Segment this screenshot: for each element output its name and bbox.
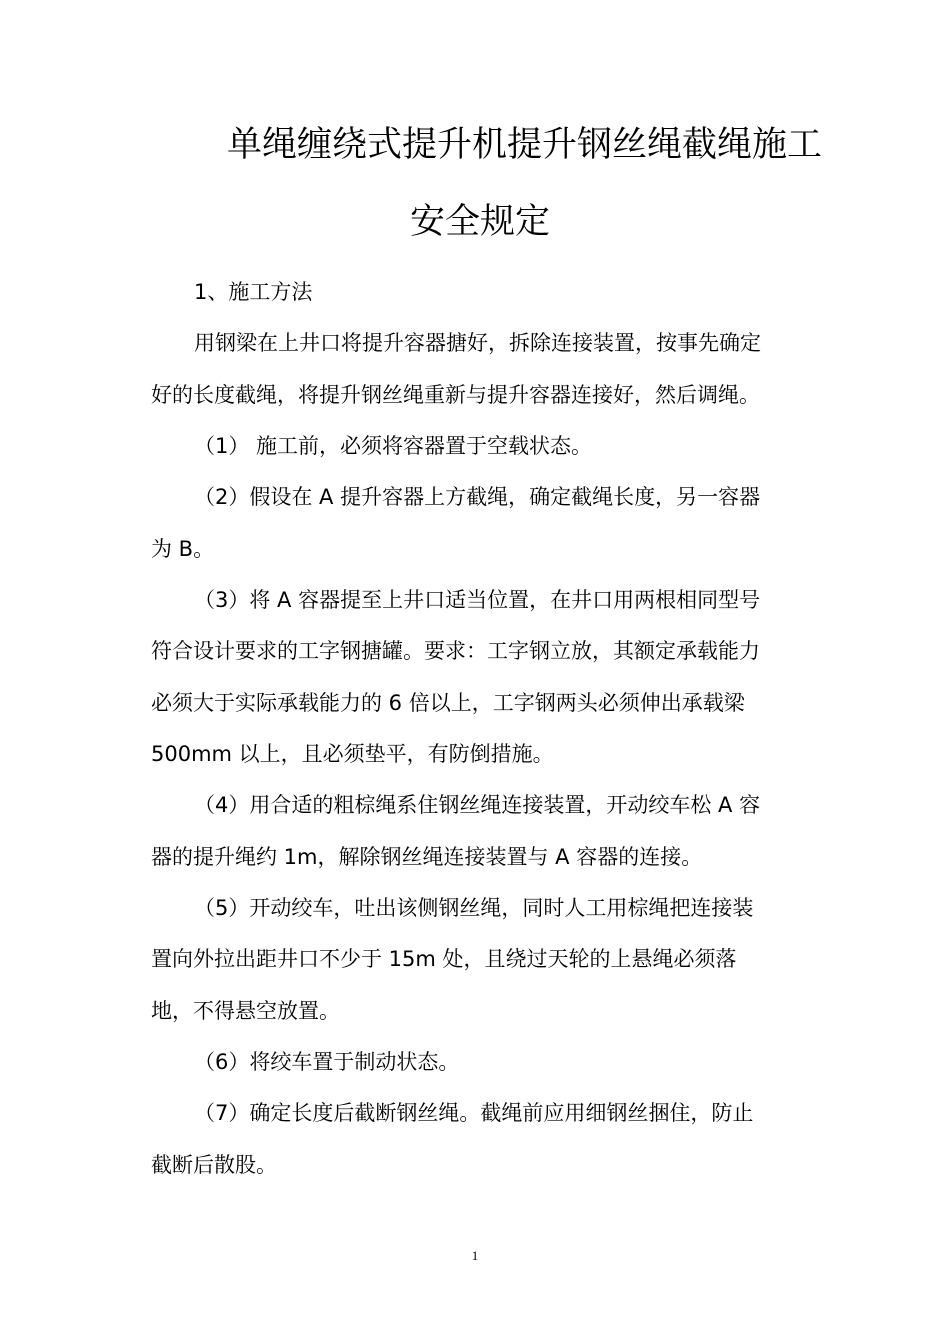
document-title-line-2: 安全规定 [410, 202, 551, 242]
paragraph-line: 用钢梁在上井口将提升容器搪好，拆除连接装置，按事先确定 [194, 331, 761, 355]
paragraph-line: 地，不得悬空放置。 [151, 999, 340, 1023]
page-number: 1 [471, 1248, 479, 1263]
paragraph-line: （1） 施工前，必须将容器置于空载状态。 [194, 434, 593, 458]
document-title-line-1: 单绳缠绕式提升机提升钢丝绳截绳施工 [227, 125, 823, 165]
paragraph-line: 截断后散股。 [151, 1153, 277, 1177]
paragraph-line: （3）将 A 容器提至上井口适当位置，在井口用两根相同型号 [194, 588, 761, 612]
paragraph-line: （2）假设在 A 提升容器上方截绳，确定截绳长度，另一容器 [194, 485, 761, 509]
paragraph-line: 符合设计要求的工字钢搪罐。要求：工字钢立放，其额定承载能力 [151, 639, 760, 663]
section-heading: 1、施工方法 [194, 280, 313, 304]
paragraph-line: 置向外拉出距井口不少于 15m 处，且绕过天轮的上悬绳必须落 [151, 947, 737, 971]
paragraph-line: （4）用合适的粗棕绳系住钢丝绳连接装置，开动绞车松 A 容 [194, 793, 761, 817]
paragraph-line: 为 B。 [151, 537, 215, 561]
paragraph-line: 必须大于实际承载能力的 6 倍以上，工字钢两头必须伸出承载梁 [151, 691, 745, 715]
paragraph-line: 器的提升绳约 1m，解除钢丝绳连接装置与 A 容器的连接。 [151, 845, 703, 869]
paragraph-line: 好的长度截绳，将提升钢丝绳重新与提升容器连接好，然后调绳。 [151, 383, 760, 407]
paragraph-line: 500mm 以上，且必须垫平，有防倒措施。 [151, 742, 554, 766]
paragraph-line: （7）确定长度后截断钢丝绳。截绳前应用细钢丝捆住，防止 [194, 1101, 754, 1125]
paragraph-line: （5）开动绞车，吐出该侧钢丝绳，同时人工用棕绳把连接装 [194, 896, 754, 920]
paragraph-line: （6）将绞车置于制动状态。 [194, 1050, 460, 1074]
